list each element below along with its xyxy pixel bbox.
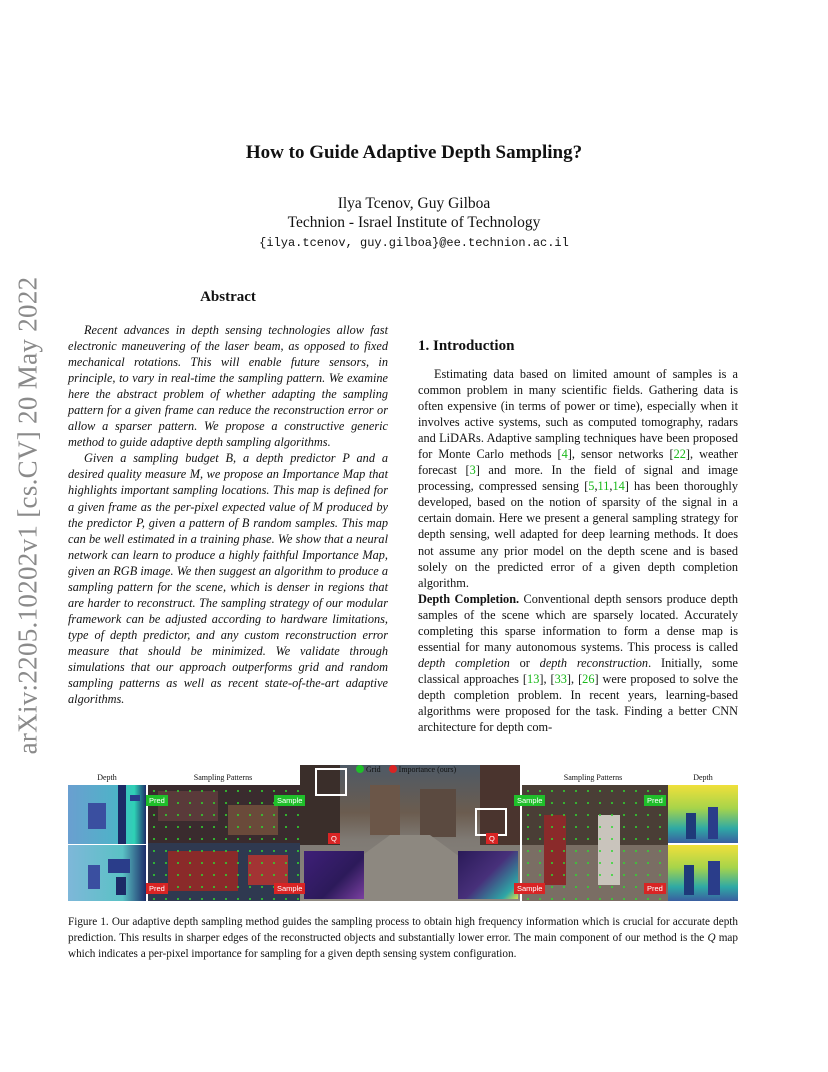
q-tag: Q — [328, 833, 340, 844]
abstract-heading: Abstract — [200, 289, 256, 305]
paper-title: How to Guide Adaptive Depth Sampling? — [245, 142, 583, 163]
citation-link[interactable]: 22 — [673, 447, 686, 462]
author-email: {ilya.tcenov, guy.gilboa}@ee.technion.ac.il — [259, 236, 569, 250]
depth-map-left-top — [68, 785, 146, 844]
paper-affiliation: Technion - Israel Institute of Technology — [287, 214, 541, 231]
intro-paragraph-1: Estimating data based on limited amount of samples is a common problem in many scientific fields. Gathering data is often expensive (in terms of power or time), especially when it involves active systems, such as computed tomography, radars and LiDARs. Adaptive sampling techniques have been proposed for Monte Carlo methods [4], sensor networks [22], weather forecast [3] and more. In the field of signal and image processing, compressed sensing [5,11,14] has been thoroughly developed, based on the notion of sparsity of the signal in a certain domain. Here we present a general sampling strategy for depth sensing, well adapted for deep learning methods. It does not assume any prior model on the depth scene and is based solely on the predicted error of a given depth completion algorithm. — [418, 367, 738, 590]
figure-label-sampling-right: Sampling Patterns — [563, 773, 623, 782]
citation-link[interactable]: 4 — [561, 447, 568, 462]
sample-tag: Sample — [514, 883, 545, 894]
pred-tag: Pred — [146, 795, 168, 806]
legend-importance: Importance (ours) — [398, 765, 457, 774]
paper-authors: Ilya Tcenov, Guy Gilboa — [337, 195, 491, 212]
abstract-paragraph-2: Given a sampling budget B, a depth predictor P and a desired quality measure M, we propose an Importance Map that highlights important sampling locations. This map is defined for a given frame as the per-pixel expected value of M produced by the predictor P, given a pattern of B random samples. This map can be well estimated in a training phase. We show that a neural network can learn to produce a highly faithful Importance Map, given an RGB image. We then suggest an algorithm to produce a sampling pattern for the scene, which is denser in regions that are harder to reconstruct. The sampling strategy of our modular framework can be adjusted according to hardware limitations, type of depth predictor, and any custom reconstruction error measure that should be minimized. We validate through simulations that our approach outperforms grid and random sampling patterns as well as recent state-of-the-art adaptive algorithms. — [68, 451, 388, 707]
legend-grid: Grid — [366, 765, 381, 774]
importance-legend-dot-icon — [389, 765, 397, 773]
figure-label-depth-right: Depth — [693, 773, 713, 782]
introduction-body — [418, 366, 738, 735]
depth-map-left-bottom — [68, 845, 146, 901]
run-in-heading: Depth Completion. — [418, 591, 520, 606]
arxiv-side-identifier: arXiv:2205.10202v1 [cs.CV] 20 May 2022 — [12, 276, 43, 754]
citation-link[interactable]: 5 — [588, 479, 595, 494]
depth-map-right-top — [668, 785, 738, 843]
citation-link[interactable]: 11 — [597, 479, 610, 494]
pred-tag: Pred — [644, 795, 666, 806]
figure-caption: Figure 1. Our adaptive depth sampling method guides the sampling process to obtain high frequency information which is crucial for accurate depth prediction. This results in sharper edges of the reconstructed objects and substantially lower error. The main component of our method is the Q map which indicates a per-pixel importance for sampling for a given depth sensing system configuration. — [68, 916, 738, 960]
intro-paragraph-2: Depth Completion. Conventional depth sensors produce depth samples of the scene which are sparsely located. Accurately completing this sparse information to form a dense map is essential for many autonomous systems. This process is called depth completion or depth reconstruction. Initially, some classical approaches [13], [33], [26] were proposed to solve the depth completion problem. In recent years, learning-based algorithms were proposed for the task. Finding a better CNN architecture for depth com- — [418, 591, 739, 735]
abstract-body — [68, 322, 388, 707]
sample-tag: Sample — [514, 795, 545, 806]
figure-1 — [68, 765, 738, 901]
citation-link[interactable]: 3 — [469, 463, 476, 478]
q-map-left — [304, 851, 364, 899]
q-map-right — [458, 851, 518, 899]
sample-tag: Sample — [274, 795, 305, 806]
grid-legend-dot-icon — [356, 765, 364, 773]
section-heading-introduction: 1. Introduction — [418, 338, 515, 354]
citation-link[interactable]: 26 — [582, 671, 595, 686]
citation-link[interactable]: 13 — [527, 671, 540, 686]
citation-link[interactable]: 33 — [554, 671, 567, 686]
abstract-paragraph-1: Recent advances in depth sensing technologies allow fast electronic maneuvering of the laser beam, as opposed to fixed mechanical rotations. This will enable future sensors, in principle, to vary in real-time the sampling pattern. We examine here the abstract problem of whether adapting the sampling pattern for a given frame can reduce the reconstruction error or allow a sparser pattern. We propose a constructive generic method to guide adaptive depth sampling algorithms. — [68, 323, 388, 450]
figure-legend — [300, 765, 490, 777]
figure-label-sampling-left: Sampling Patterns — [193, 773, 253, 782]
q-tag: Q — [486, 833, 498, 844]
depth-map-right-bottom — [668, 845, 738, 901]
figure-label-depth-left: Depth — [97, 773, 117, 782]
citation-link[interactable]: 14 — [612, 479, 625, 494]
sample-tag: Sample — [274, 883, 305, 894]
pred-tag: Pred — [644, 883, 666, 894]
pred-tag: Pred — [146, 883, 168, 894]
